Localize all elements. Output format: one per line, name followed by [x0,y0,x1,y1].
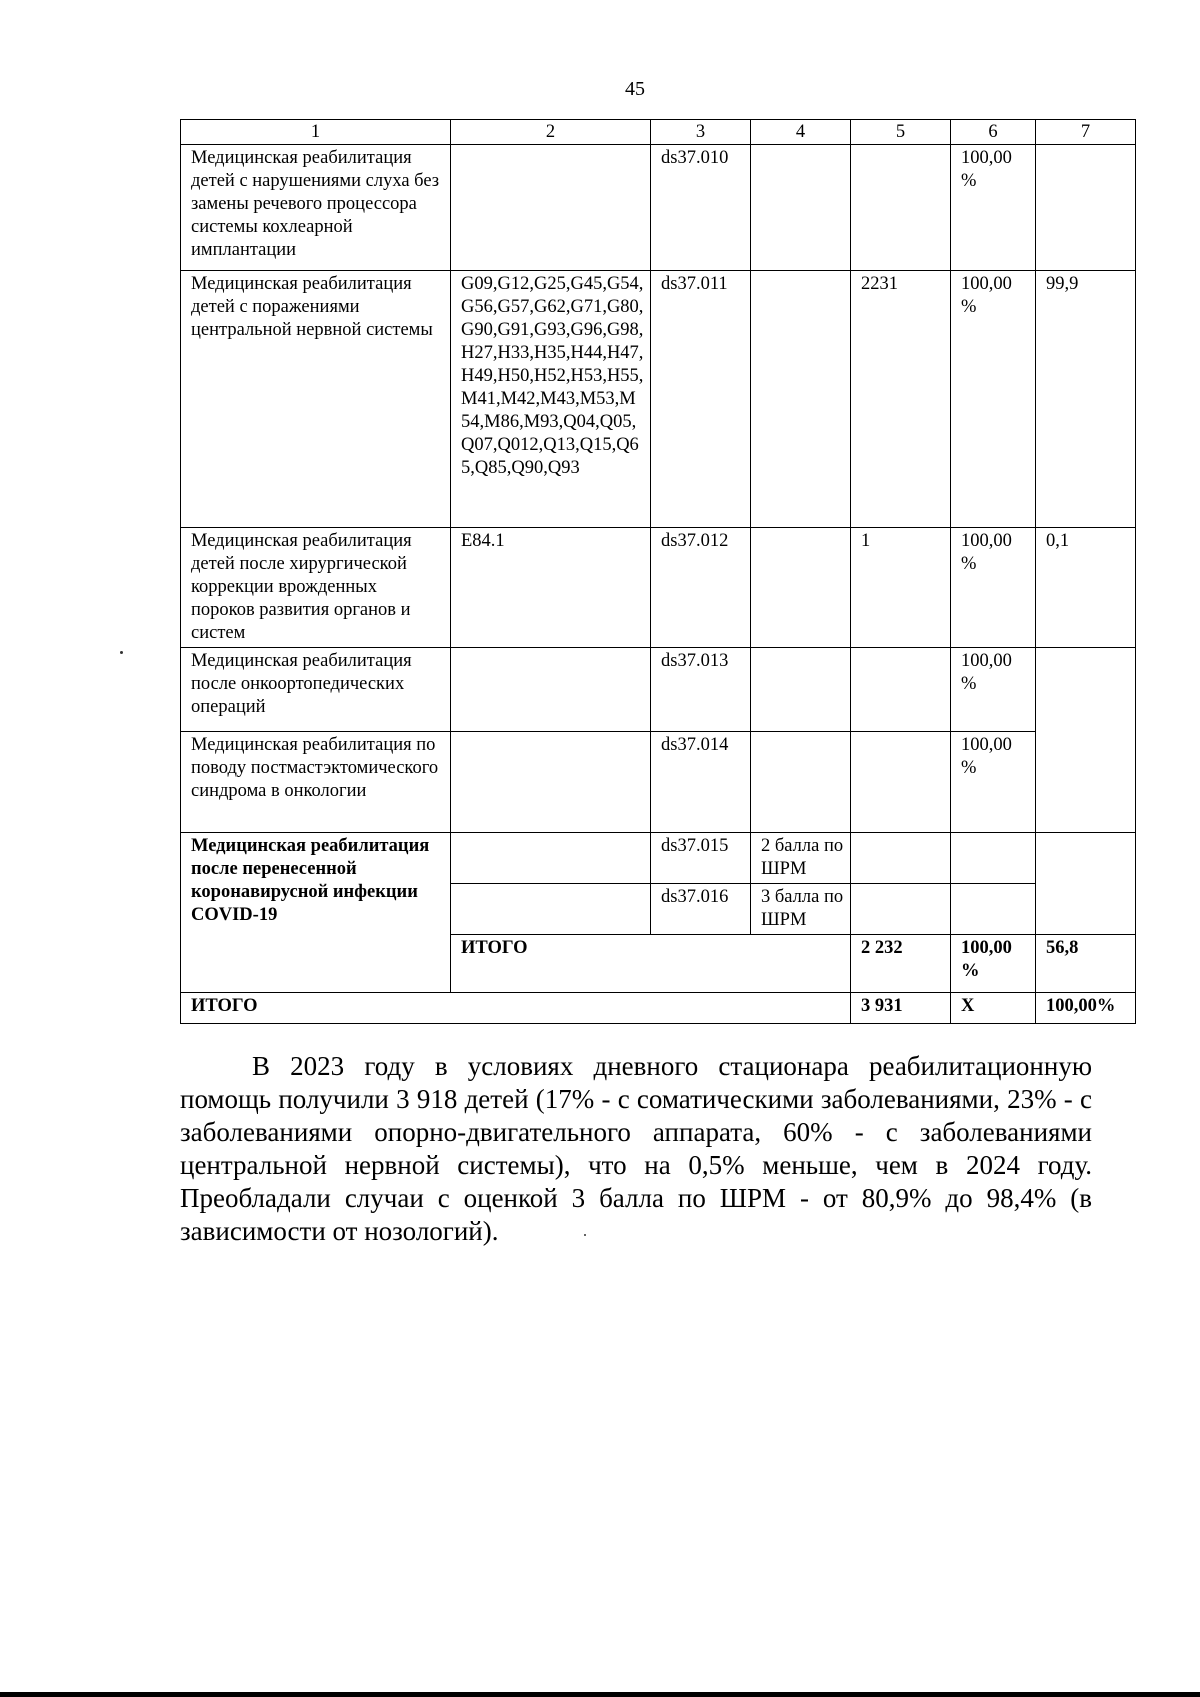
covid-share [951,833,1036,884]
row-share: 100,00 % [951,732,1036,833]
row-scale [751,145,851,271]
header-cell: 7 [1036,120,1136,145]
covid-percent-merged [1036,833,1136,935]
total-share: Х [951,993,1036,1024]
covid-ksg: ds37.015 [651,833,751,884]
row-count [851,648,951,732]
table-row [181,528,1136,648]
covid-codes [451,884,651,935]
header-cell: 6 [951,120,1036,145]
row-codes [451,145,651,271]
scan-edge [0,1692,1200,1697]
row-ksg: ds37.014 [651,732,751,833]
rehabilitation-table [180,119,1136,1024]
row-share: 100,00 % [951,528,1036,648]
table-row [181,732,1136,833]
covid-count [851,884,951,935]
scan-speck [584,1234,586,1236]
table-row [181,145,1136,271]
row-codes: E84.1 [451,528,651,648]
page-number: 45 [625,78,645,100]
row-percent: 0,1 [1036,528,1136,648]
row-count [851,732,951,833]
row-share: 100,00 % [951,271,1036,528]
row-scale [751,648,851,732]
row-name: Медицинская реабилитация по поводу постмастэктомического синдрома в онкологии [181,732,451,833]
row-ksg: ds37.011 [651,271,751,528]
covid-scale: 3 балла по ШРМ [751,884,851,935]
row-name: Медицинская реабилитация детей с нарушениями слуха без замены речевого процессора системы кохлеарной имплантации [181,145,451,271]
row-share: 100,00 % [951,145,1036,271]
total-percent: 100,00% [1036,993,1136,1024]
total-label: ИТОГО [181,993,851,1024]
summary-paragraph: В 2023 году в условиях дневного стационара реабилитационную помощь получили 3 918 детей (17% - с соматическими заболеваниями, 23% - с заболеваниями опорно-двигательного аппарата, 60% - с заболеваниями центральной нервной системы), что на 0,5% меньше, чем в 2024 году. Преобладали случаи с оценкой 3 балла по ШРМ - от 80,9% до 98,4% (в зависимости от нозологий). [180,1051,1092,1246]
scan-speck [120,651,123,654]
table-row [181,648,1136,732]
total-row [181,993,1136,1024]
covid-count [851,833,951,884]
covid-row [181,833,1136,884]
row-ksg: ds37.010 [651,145,751,271]
table-row [181,271,1136,528]
covid-ksg: ds37.016 [651,884,751,935]
total-count: 3 931 [851,993,951,1024]
row-percent-merged [1036,648,1136,833]
row-name: Медицинская реабилитация после онкоортопедических операций [181,648,451,732]
covid-share [951,884,1036,935]
row-count [851,145,951,271]
row-name: Медицинская реабилитация детей с поражениями центральной нервной системы [181,271,451,528]
header-cell: 2 [451,120,651,145]
row-scale [751,732,851,833]
subtotal-label: ИТОГО [451,935,851,993]
table-header-row [181,120,1136,145]
row-codes [451,648,651,732]
header-cell: 4 [751,120,851,145]
subtotal-share: 100,00 % [951,935,1036,993]
subtotal-percent: 56,8 [1036,935,1136,993]
covid-name: Медицинская реабилитация после перенесенной коронавирусной инфекции COVID-19 [181,833,451,993]
row-ksg: ds37.013 [651,648,751,732]
row-count: 1 [851,528,951,648]
row-percent: 99,9 [1036,271,1136,528]
row-scale [751,271,851,528]
row-scale [751,528,851,648]
covid-scale: 2 балла по ШРМ [751,833,851,884]
row-percent [1036,145,1136,271]
row-name: Медицинская реабилитация детей после хирургической коррекции врожденных пороков развития органов и систем [181,528,451,648]
subtotal-count: 2 232 [851,935,951,993]
row-count: 2231 [851,271,951,528]
header-cell: 5 [851,120,951,145]
header-cell: 1 [181,120,451,145]
header-cell: 3 [651,120,751,145]
row-share: 100,00 % [951,648,1036,732]
row-ksg: ds37.012 [651,528,751,648]
row-codes: G09,G12,G25,G45,G54,G56,G57,G62,G71,G80,G90,G91,G93,G96,G98,H27,H33,H35,H44,H47,H49,H50,H52,H53,H55,M41,M42,M43,M53,M54,M86,M93,Q04,Q05,Q07,Q012,Q13,Q15,Q65,Q85,Q90,Q93 [451,271,651,528]
row-codes [451,732,651,833]
covid-codes [451,833,651,884]
